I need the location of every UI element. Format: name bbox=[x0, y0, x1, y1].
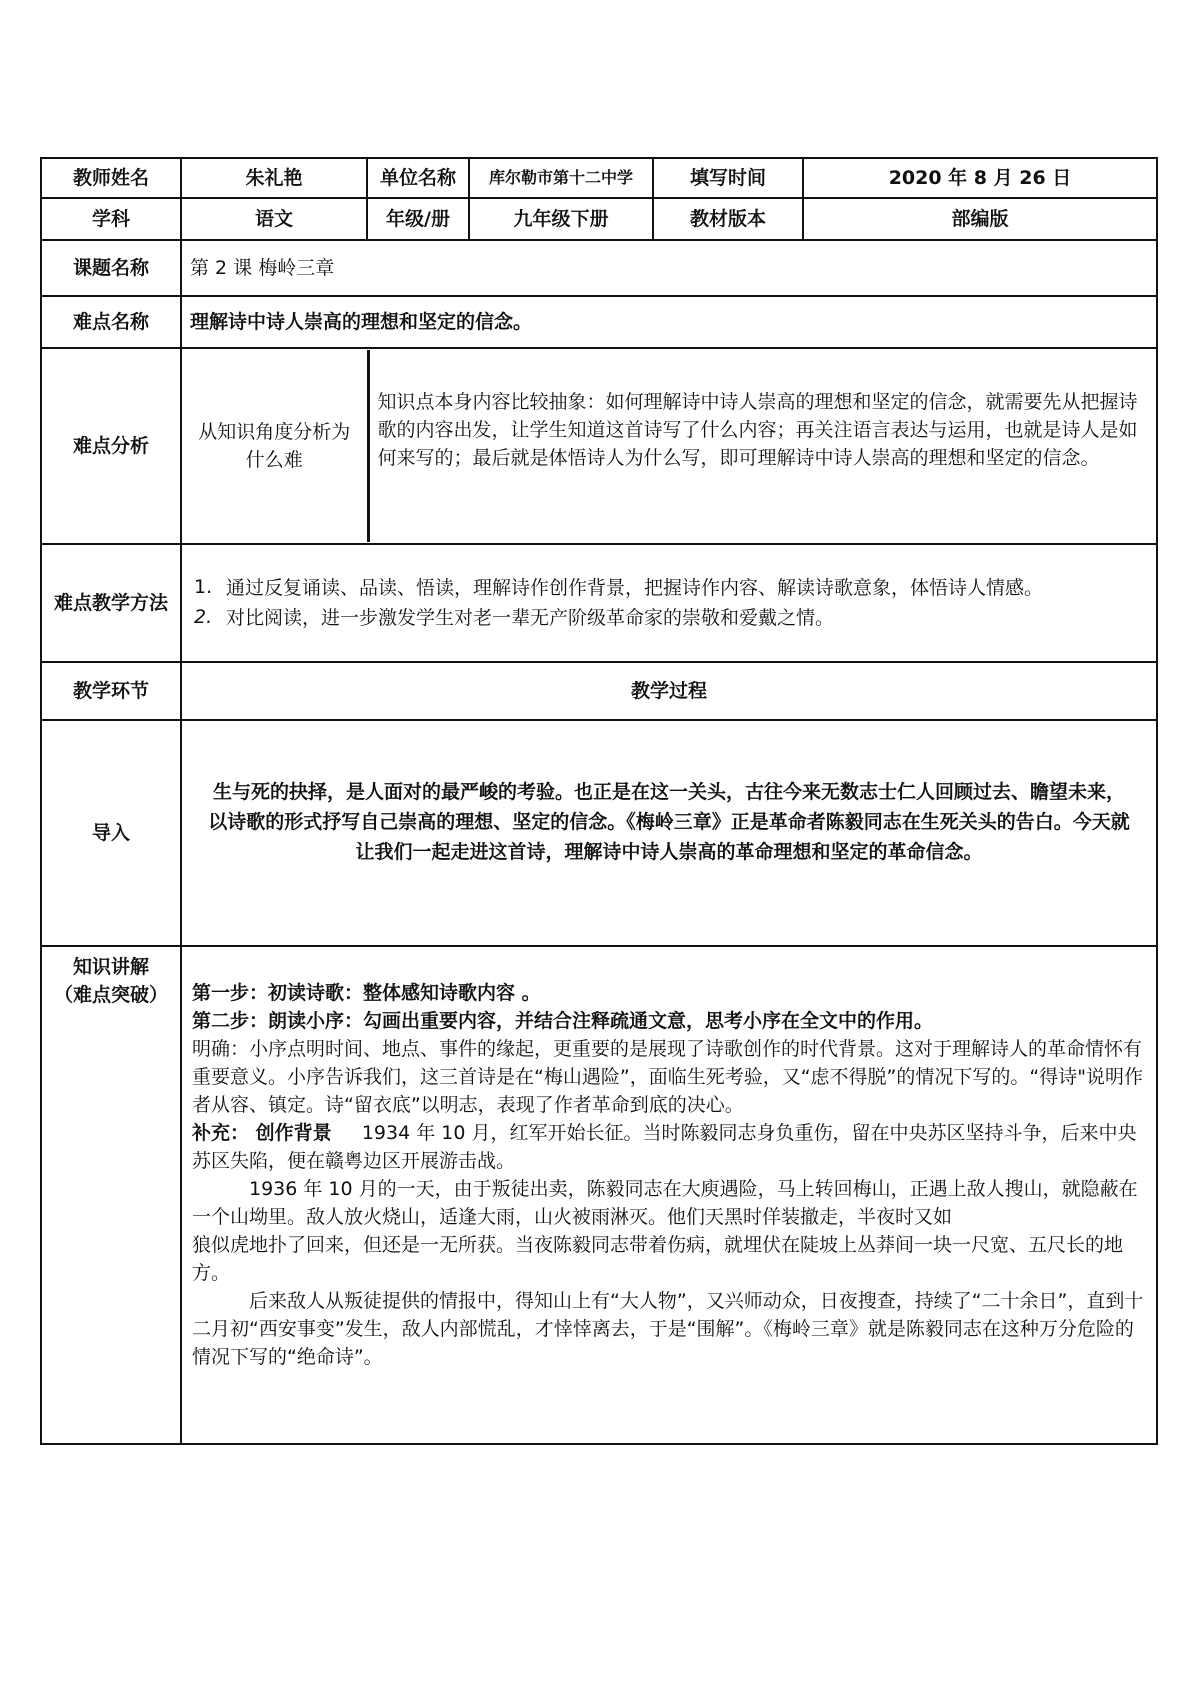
method-item-1 bbox=[194, 573, 1142, 603]
analysis-content bbox=[181, 348, 1157, 544]
analysis-angle: 从知识角度分析为什么难 bbox=[182, 350, 368, 542]
analysis-text: 知识点本身内容比较抽象：如何理解诗中诗人崇高的理想和坚定的信念，就需要先从把握诗歌的内容出发，让学生知道这首诗写了什么内容；再关注语言表达与运用，也就是诗人是如何来写的；最后就是体悟诗人为什么写，即可理解诗中诗人崇高的理想和坚定的信念。 bbox=[377, 391, 1138, 469]
supplement-text: 1934 年 10 月，红军开始长征。当时陈毅同志身负重伤，留在中央苏区坚持斗争，后来中央苏区失陷，便在赣粤边区开展游击战。 bbox=[192, 1122, 1137, 1172]
analysis-row bbox=[41, 348, 1157, 544]
intro-content bbox=[181, 720, 1157, 946]
process-header-row bbox=[41, 662, 1157, 720]
method-text-1: 通过反复诵读、品读、悟读，理解诗作创作背景，把握诗作内容、解读诗歌意象，体悟诗人情感。 bbox=[226, 577, 1044, 599]
date-value: 2020 年 8 月 26 日 bbox=[803, 158, 1157, 198]
intro-text: 生与死的抉择，是人面对的最严峻的考验。也正是在这一关头，古往今来无数志士仁人回顾过去、瞻望未来，以诗歌的形式抒写自己崇高的理想、坚定的信念。《梅岭三章》正是革命者陈毅同志在生死关头的告白。今天就让我们一起走进这首诗，理解诗中诗人崇高的革命理想和坚定的革命信念。 bbox=[208, 781, 1130, 863]
date-label: 填写时间 bbox=[653, 158, 803, 198]
method-text-2: 对比阅读，进一步激发学生对老一辈无产阶级革命家的崇敬和爱戴之情。 bbox=[226, 607, 835, 629]
supplement-label: 补充： 创作背景 bbox=[192, 1122, 332, 1144]
methods-row bbox=[41, 544, 1157, 662]
difficulty-value: 理解诗中诗人崇高的理想和坚定的信念。 bbox=[181, 296, 1157, 348]
difficulty-label: 难点名称 bbox=[41, 296, 181, 348]
difficulty-row bbox=[41, 296, 1157, 348]
grade-label: 年级/册 bbox=[367, 198, 469, 240]
unit-label: 单位名称 bbox=[367, 158, 469, 198]
analysis-inner-table bbox=[182, 350, 1156, 542]
grade-value: 九年级下册 bbox=[469, 198, 653, 240]
analysis-label: 难点分析 bbox=[41, 348, 181, 544]
intro-row bbox=[41, 720, 1157, 946]
step2-text: 第二步：朗读小序：勾画出重要内容，并结合注释疏通文意，思考小序在全文中的作用。 bbox=[192, 1010, 934, 1032]
teacher-value: 朱礼艳 bbox=[181, 158, 367, 198]
process-label: 教学过程 bbox=[181, 662, 1157, 720]
background-para-3: 狼似虎地扑了回来，但还是一无所获。当夜陈毅同志带着伤病，就埋伏在陡坡上丛莽间一块一尺宽、五尺长的地方。 bbox=[192, 1234, 1124, 1284]
subject-label: 学科 bbox=[41, 198, 181, 240]
subject-value: 语文 bbox=[181, 198, 367, 240]
topic-row bbox=[41, 240, 1157, 296]
textbook-label: 教材版本 bbox=[653, 198, 803, 240]
method-item-2 bbox=[194, 603, 1142, 633]
methods-content bbox=[181, 544, 1157, 662]
method-number-1: 1. bbox=[194, 576, 213, 598]
knowledge-label-line2: （难点突破） bbox=[53, 984, 168, 1006]
method-number-2: 2. bbox=[194, 606, 213, 628]
step1-text: 第一步：初读诗歌：整体感知诗歌内容 。 bbox=[192, 982, 541, 1004]
topic-value: 第 2 课 梅岭三章 bbox=[181, 240, 1157, 296]
teacher-label: 教师姓名 bbox=[41, 158, 181, 198]
knowledge-label bbox=[41, 946, 181, 1444]
lesson-plan-table bbox=[40, 157, 1158, 1445]
background-para-4: 后来敌人从叛徒提供的情报中，得知山上有“大人物”，又兴师动众，日夜搜查，持续了“二十余日”，直到十二月初“西安事变”发生，敌人内部慌乱，才悻悻离去，于是“围解”。《梅岭三章》就是陈毅同志在这种万分危险的情况下写的“绝命诗”。 bbox=[192, 1290, 1144, 1368]
unit-value: 库尔勒市第十二中学 bbox=[469, 158, 653, 198]
knowledge-content bbox=[181, 946, 1157, 1444]
process-stage-label: 教学环节 bbox=[41, 662, 181, 720]
topic-label: 课题名称 bbox=[41, 240, 181, 296]
lesson-plan-sheet bbox=[40, 157, 1156, 1445]
intro-label: 导入 bbox=[41, 720, 181, 946]
clarify-text: 明确：小序点明时间、地点、事件的缘起，更重要的是展现了诗歌创作的时代背景。这对于理解诗人的革命情怀有重要意义。小序告诉我们，这三首诗是在“梅山遇险”，面临生死考验，又“虑不得脱”的情况下写的。“得诗"说明作者从容、镇定。诗“留衣底”以明志，表现了作者革命到底的决心。 bbox=[192, 1038, 1143, 1116]
methods-label: 难点教学方法 bbox=[41, 544, 181, 662]
background-para-2: 1936 年 10 月的一天，由于叛徒出卖，陈毅同志在大庾遇险，马上转回梅山，正遇上敌人搜山，就隐蔽在一个山坳里。敌人放火烧山，适逢大雨，山火被雨淋灭。他们天黑时佯装撤走，半夜时又如 bbox=[192, 1178, 1138, 1228]
header-row-1 bbox=[41, 158, 1157, 198]
knowledge-row bbox=[41, 946, 1157, 1444]
knowledge-label-line1: 知识讲解 bbox=[72, 956, 149, 978]
supplement-paragraph bbox=[192, 1119, 1146, 1175]
textbook-value: 部编版 bbox=[803, 198, 1157, 240]
header-row-2 bbox=[41, 198, 1157, 240]
